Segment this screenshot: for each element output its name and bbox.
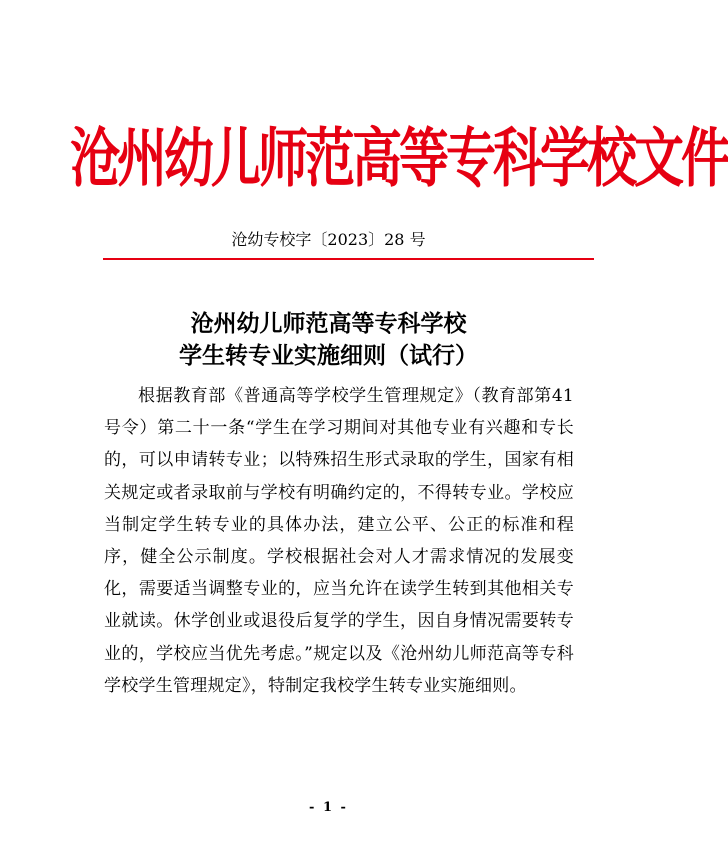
document-number: 沧幼专校字〔2023〕28 号 [231,230,426,249]
document-title-line-2: 学生转专业实施细则（试行） [179,343,478,369]
page-number: - 1 - [309,800,348,815]
document-title-line-1: 沧州幼儿师范高等专科学校 [190,311,467,337]
body-paragraph: 根据教育部《普通高等学校学生管理规定》（教育部第41号令）第二十一条“学生在学习期间对其他专业有兴趣和专长的，可以申请转专业；以特殊招生形式录取的学生，国家有相关规定或者录取前与学校有明确约定的，不得转专业。学校应当制定学生转专业的具体办法，建立公平、公正的标准和程序，健全公示制度。学校根据社会对人才需求情况的发展变化，需要适当调整专业的，应当允许在读学生转到其他相关专业就读。休学创业或退役后复学的学生，因自身情况需要转专业的，学校应当优先考虑。”规定以及《沧州幼儿师范高等专科学校学生管理规定》，特制定我校学生转专业实施细则。 [104,386,574,696]
org-red-header-title: 沧州幼儿师范高等专科学校文件 [70,120,728,197]
red-divider-line [103,258,594,260]
